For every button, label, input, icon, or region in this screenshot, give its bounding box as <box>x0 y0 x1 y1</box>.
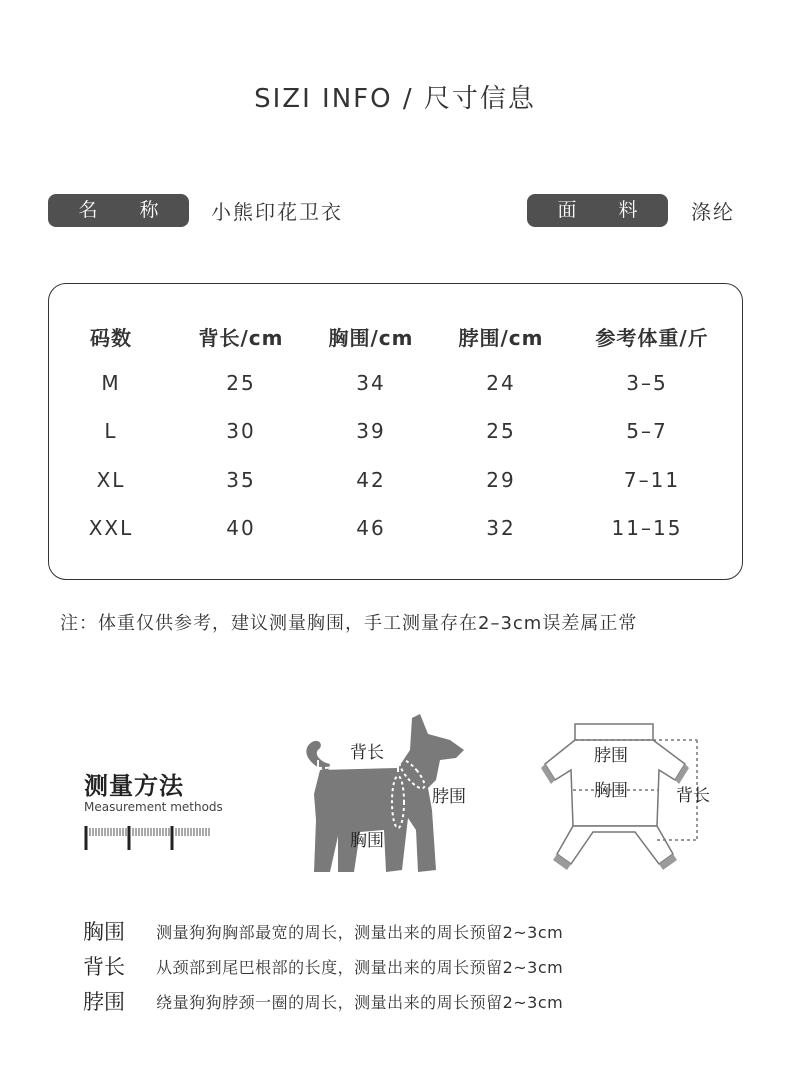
table-cell: 39 <box>356 419 386 443</box>
product-name-value: 小熊印花卫衣 <box>211 200 343 224</box>
table-cell: 5–7 <box>626 419 668 443</box>
definition-row-back-length <box>83 951 563 981</box>
table-cell: 29 <box>486 468 516 492</box>
table-cell: 35 <box>226 468 256 492</box>
table-header-weight: 参考体重/斤 <box>595 326 709 350</box>
fabric-value: 涤纶 <box>691 200 735 224</box>
measurement-note: 注：体重仅供参考，建议测量胸围，手工测量存在2–3cm误差属正常 <box>60 613 638 634</box>
table-cell: 11–15 <box>611 516 683 540</box>
ruler-icon <box>84 824 214 852</box>
table-cell: 25 <box>486 419 516 443</box>
table-cell: M <box>101 371 121 395</box>
table-header-size: 码数 <box>90 326 132 350</box>
table-header-neck: 脖围/cm <box>458 326 544 350</box>
table-cell: 40 <box>226 516 256 540</box>
table-cell: 3–5 <box>626 371 668 395</box>
definition-row-neck <box>83 986 563 1016</box>
definition-text: 绕量狗狗脖颈一圈的周长，测量出来的周长预留2~3cm <box>156 992 564 1012</box>
table-cell: 34 <box>356 371 386 395</box>
definition-text: 从颈部到尾巴根部的长度，测量出来的周长预留2~3cm <box>156 957 564 977</box>
method-subtitle: Measurement methods <box>84 800 223 814</box>
outfit-label-neck: 脖围 <box>594 746 628 766</box>
table-cell: XL <box>96 468 126 492</box>
table-cell: 7–11 <box>623 468 681 492</box>
table-cell: 30 <box>226 419 256 443</box>
table-cell: 25 <box>226 371 256 395</box>
table-cell: 24 <box>486 371 516 395</box>
table-header-back-length: 背长/cm <box>198 326 284 350</box>
table-cell: 46 <box>356 516 386 540</box>
table-cell: 32 <box>486 516 516 540</box>
outfit-label-chest: 胸围 <box>594 781 628 801</box>
table-cell: 42 <box>356 468 386 492</box>
table-cell: L <box>104 419 118 443</box>
page-title: SIZI INFO / 尺寸信息 <box>254 84 536 114</box>
dog-label-back-length: 背长 <box>350 743 384 763</box>
dog-label-chest: 胸围 <box>350 831 384 851</box>
definition-text: 测量狗狗胸部最宽的周长，测量出来的周长预留2~3cm <box>156 922 564 942</box>
definition-term: 背长 <box>83 955 125 979</box>
outfit-label-back-length: 背长 <box>676 786 710 806</box>
definition-term: 胸围 <box>83 920 125 944</box>
name-label-pill: 名 称 <box>48 194 189 227</box>
table-header-chest: 胸围/cm <box>328 326 414 350</box>
definition-term: 脖围 <box>83 990 125 1014</box>
table-cell: XXL <box>88 516 134 540</box>
dog-label-neck: 脖围 <box>432 787 466 807</box>
definition-row-chest <box>83 916 563 946</box>
method-title: 测量方法 <box>84 772 184 800</box>
fabric-label-pill: 面 料 <box>527 194 668 227</box>
